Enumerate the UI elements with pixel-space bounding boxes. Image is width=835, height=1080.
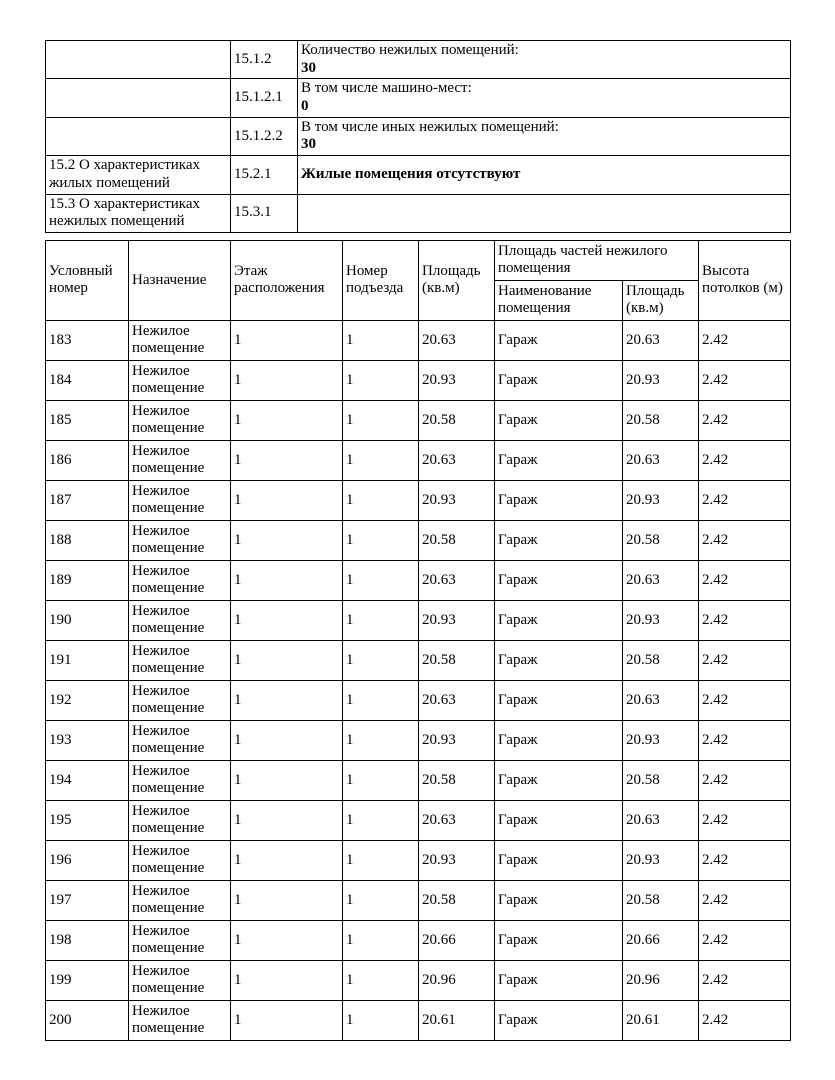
cell-unit-number: 197 <box>46 880 129 920</box>
table-row <box>46 760 791 800</box>
cell-ceiling-height: 2.42 <box>699 640 791 680</box>
cell-floor: 1 <box>231 800 343 840</box>
table-row <box>46 840 791 880</box>
col-header-unit-number: Условный номер <box>46 240 129 320</box>
table-row <box>46 440 791 480</box>
cell-floor: 1 <box>231 960 343 1000</box>
cell-purpose: Нежилое помещение <box>129 520 231 560</box>
cell-part-area: 20.93 <box>623 360 699 400</box>
cell-area: 20.93 <box>419 480 495 520</box>
section-code-cell: 15.1.2.2 <box>231 117 298 155</box>
cell-unit-number: 200 <box>46 1000 129 1040</box>
table-row <box>46 560 791 600</box>
cell-part-area: 20.58 <box>623 880 699 920</box>
cell-ceiling-height: 2.42 <box>699 680 791 720</box>
cell-unit-number: 184 <box>46 360 129 400</box>
cell-part-area: 20.93 <box>623 600 699 640</box>
field-label: Количество нежилых помещений: <box>301 42 519 58</box>
cell-unit-number: 186 <box>46 440 129 480</box>
cell-part-name: Гараж <box>495 560 623 600</box>
cell-purpose: Нежилое помещение <box>129 640 231 680</box>
cell-ceiling-height: 2.42 <box>699 920 791 960</box>
cell-area: 20.63 <box>419 800 495 840</box>
characteristics-summary-table <box>45 40 791 233</box>
nonresidential-premises-table <box>45 240 791 1041</box>
info-row <box>46 156 791 194</box>
cell-floor: 1 <box>231 360 343 400</box>
field-value: Жилые помещения отсутствуют <box>301 165 521 182</box>
cell-area: 20.93 <box>419 360 495 400</box>
section-code-cell: 15.3.1 <box>231 194 298 232</box>
cell-ceiling-height: 2.42 <box>699 400 791 440</box>
cell-ceiling-height: 2.42 <box>699 840 791 880</box>
section-label-cell <box>46 117 231 155</box>
cell-unit-number: 183 <box>46 320 129 360</box>
cell-purpose: Нежилое помещение <box>129 840 231 880</box>
col-header-floor: Этаж расположения <box>231 240 343 320</box>
cell-unit-number: 199 <box>46 960 129 1000</box>
cell-purpose: Нежилое помещение <box>129 760 231 800</box>
col-header-entrance: Номер подъезда <box>343 240 419 320</box>
cell-part-name: Гараж <box>495 680 623 720</box>
section-value-cell <box>298 194 791 232</box>
cell-floor: 1 <box>231 1000 343 1040</box>
col-header-part-area: Площадь (кв.м) <box>623 280 699 320</box>
section-label-cell: 15.2 О характеристиках жилых помещений <box>46 156 231 194</box>
cell-purpose: Нежилое помещение <box>129 880 231 920</box>
cell-ceiling-height: 2.42 <box>699 800 791 840</box>
cell-entrance: 1 <box>343 840 419 880</box>
cell-part-area: 20.58 <box>623 400 699 440</box>
field-value: 0 <box>301 98 309 115</box>
cell-floor: 1 <box>231 720 343 760</box>
col-header-area: Площадь (кв.м) <box>419 240 495 320</box>
cell-ceiling-height: 2.42 <box>699 560 791 600</box>
cell-part-name: Гараж <box>495 640 623 680</box>
cell-part-name: Гараж <box>495 1000 623 1040</box>
cell-area: 20.63 <box>419 680 495 720</box>
cell-part-area: 20.93 <box>623 720 699 760</box>
cell-entrance: 1 <box>343 360 419 400</box>
cell-entrance: 1 <box>343 560 419 600</box>
section-value-cell <box>298 117 791 155</box>
section-code-cell: 15.2.1 <box>231 156 298 194</box>
section-code-cell: 15.1.2 <box>231 41 298 79</box>
col-header-ceiling-height: Высота потолков (м) <box>699 240 791 320</box>
cell-entrance: 1 <box>343 400 419 440</box>
table-row <box>46 360 791 400</box>
cell-area: 20.66 <box>419 920 495 960</box>
cell-purpose: Нежилое помещение <box>129 360 231 400</box>
cell-part-name: Гараж <box>495 840 623 880</box>
cell-part-name: Гараж <box>495 320 623 360</box>
cell-unit-number: 198 <box>46 920 129 960</box>
cell-part-area: 20.63 <box>623 680 699 720</box>
cell-part-name: Гараж <box>495 520 623 560</box>
cell-entrance: 1 <box>343 640 419 680</box>
cell-unit-number: 192 <box>46 680 129 720</box>
cell-purpose: Нежилое помещение <box>129 600 231 640</box>
cell-part-area: 20.58 <box>623 640 699 680</box>
cell-unit-number: 194 <box>46 760 129 800</box>
cell-purpose: Нежилое помещение <box>129 800 231 840</box>
info-row <box>46 117 791 155</box>
section-value-cell <box>298 41 791 79</box>
cell-area: 20.61 <box>419 1000 495 1040</box>
cell-part-name: Гараж <box>495 360 623 400</box>
cell-ceiling-height: 2.42 <box>699 760 791 800</box>
cell-purpose: Нежилое помещение <box>129 920 231 960</box>
premises-table-body <box>46 320 791 1040</box>
col-header-parts-group: Площадь частей нежилого помещения <box>495 240 699 280</box>
cell-ceiling-height: 2.42 <box>699 440 791 480</box>
cell-entrance: 1 <box>343 800 419 840</box>
section-label-cell <box>46 41 231 79</box>
cell-entrance: 1 <box>343 720 419 760</box>
table-row <box>46 320 791 360</box>
cell-area: 20.93 <box>419 600 495 640</box>
cell-area: 20.93 <box>419 720 495 760</box>
cell-area: 20.93 <box>419 840 495 880</box>
cell-unit-number: 196 <box>46 840 129 880</box>
cell-unit-number: 189 <box>46 560 129 600</box>
cell-entrance: 1 <box>343 440 419 480</box>
cell-entrance: 1 <box>343 320 419 360</box>
cell-entrance: 1 <box>343 680 419 720</box>
cell-purpose: Нежилое помещение <box>129 560 231 600</box>
cell-part-name: Гараж <box>495 480 623 520</box>
cell-part-name: Гараж <box>495 880 623 920</box>
cell-floor: 1 <box>231 440 343 480</box>
cell-purpose: Нежилое помещение <box>129 480 231 520</box>
table-row <box>46 680 791 720</box>
table-row <box>46 1000 791 1040</box>
cell-part-name: Гараж <box>495 720 623 760</box>
cell-floor: 1 <box>231 600 343 640</box>
cell-area: 20.63 <box>419 320 495 360</box>
cell-floor: 1 <box>231 400 343 440</box>
cell-floor: 1 <box>231 880 343 920</box>
info-row <box>46 194 791 232</box>
cell-entrance: 1 <box>343 480 419 520</box>
cell-floor: 1 <box>231 920 343 960</box>
cell-unit-number: 185 <box>46 400 129 440</box>
section-label-cell: 15.3 О характеристиках нежилых помещений <box>46 194 231 232</box>
cell-ceiling-height: 2.42 <box>699 480 791 520</box>
cell-part-area: 20.58 <box>623 760 699 800</box>
table-row <box>46 880 791 920</box>
section-value-cell <box>298 79 791 117</box>
col-header-purpose: Назначение <box>129 240 231 320</box>
table-row <box>46 920 791 960</box>
cell-area: 20.58 <box>419 520 495 560</box>
section-code-cell: 15.1.2.1 <box>231 79 298 117</box>
cell-part-name: Гараж <box>495 760 623 800</box>
cell-part-area: 20.96 <box>623 960 699 1000</box>
header-row-main <box>46 240 791 280</box>
cell-entrance: 1 <box>343 880 419 920</box>
cell-purpose: Нежилое помещение <box>129 1000 231 1040</box>
cell-part-name: Гараж <box>495 800 623 840</box>
cell-ceiling-height: 2.42 <box>699 600 791 640</box>
field-label: В том числе иных нежилых помещений: <box>301 118 559 135</box>
cell-part-area: 20.63 <box>623 560 699 600</box>
cell-unit-number: 191 <box>46 640 129 680</box>
cell-part-name: Гараж <box>495 440 623 480</box>
cell-area: 20.58 <box>419 880 495 920</box>
cell-purpose: Нежилое помещение <box>129 440 231 480</box>
cell-part-name: Гараж <box>495 920 623 960</box>
cell-unit-number: 190 <box>46 600 129 640</box>
cell-floor: 1 <box>231 480 343 520</box>
cell-floor: 1 <box>231 760 343 800</box>
section-label-cell <box>46 79 231 117</box>
cell-purpose: Нежилое помещение <box>129 400 231 440</box>
cell-area: 20.96 <box>419 960 495 1000</box>
cell-ceiling-height: 2.42 <box>699 1000 791 1040</box>
cell-entrance: 1 <box>343 520 419 560</box>
cell-ceiling-height: 2.42 <box>699 360 791 400</box>
cell-entrance: 1 <box>343 600 419 640</box>
cell-unit-number: 193 <box>46 720 129 760</box>
cell-part-area: 20.58 <box>623 520 699 560</box>
cell-ceiling-height: 2.42 <box>699 320 791 360</box>
cell-floor: 1 <box>231 520 343 560</box>
cell-purpose: Нежилое помещение <box>129 680 231 720</box>
cell-floor: 1 <box>231 840 343 880</box>
cell-area: 20.58 <box>419 400 495 440</box>
cell-purpose: Нежилое помещение <box>129 320 231 360</box>
table-row <box>46 520 791 560</box>
cell-part-area: 20.63 <box>623 320 699 360</box>
cell-ceiling-height: 2.42 <box>699 720 791 760</box>
table-row <box>46 960 791 1000</box>
col-header-part-name: Наименование помещения <box>495 280 623 320</box>
cell-area: 20.63 <box>419 440 495 480</box>
cell-entrance: 1 <box>343 920 419 960</box>
cell-entrance: 1 <box>343 1000 419 1040</box>
table-row <box>46 600 791 640</box>
cell-area: 20.58 <box>419 640 495 680</box>
field-value: 30 <box>301 136 316 153</box>
cell-area: 20.58 <box>419 760 495 800</box>
cell-ceiling-height: 2.42 <box>699 880 791 920</box>
cell-part-name: Гараж <box>495 960 623 1000</box>
cell-floor: 1 <box>231 680 343 720</box>
cell-purpose: Нежилое помещение <box>129 720 231 760</box>
table-row <box>46 720 791 760</box>
section-value-cell <box>298 156 791 194</box>
cell-part-area: 20.63 <box>623 440 699 480</box>
cell-ceiling-height: 2.42 <box>699 520 791 560</box>
cell-floor: 1 <box>231 640 343 680</box>
cell-part-name: Гараж <box>495 600 623 640</box>
table-row <box>46 800 791 840</box>
cell-area: 20.63 <box>419 560 495 600</box>
cell-part-area: 20.93 <box>623 840 699 880</box>
cell-ceiling-height: 2.42 <box>699 960 791 1000</box>
cell-unit-number: 188 <box>46 520 129 560</box>
cell-floor: 1 <box>231 560 343 600</box>
cell-part-area: 20.66 <box>623 920 699 960</box>
cell-part-area: 20.93 <box>623 480 699 520</box>
table-row <box>46 400 791 440</box>
cell-floor: 1 <box>231 320 343 360</box>
cell-purpose: Нежилое помещение <box>129 960 231 1000</box>
cell-unit-number: 187 <box>46 480 129 520</box>
field-label: В том числе машино-мест: <box>301 80 472 97</box>
table-row <box>46 480 791 520</box>
table-row <box>46 640 791 680</box>
cell-entrance: 1 <box>343 760 419 800</box>
field-value: 30 <box>301 59 316 76</box>
cell-part-area: 20.63 <box>623 800 699 840</box>
info-row <box>46 41 791 79</box>
cell-part-area: 20.61 <box>623 1000 699 1040</box>
cell-part-name: Гараж <box>495 400 623 440</box>
cell-unit-number: 195 <box>46 800 129 840</box>
info-row <box>46 79 791 117</box>
cell-entrance: 1 <box>343 960 419 1000</box>
